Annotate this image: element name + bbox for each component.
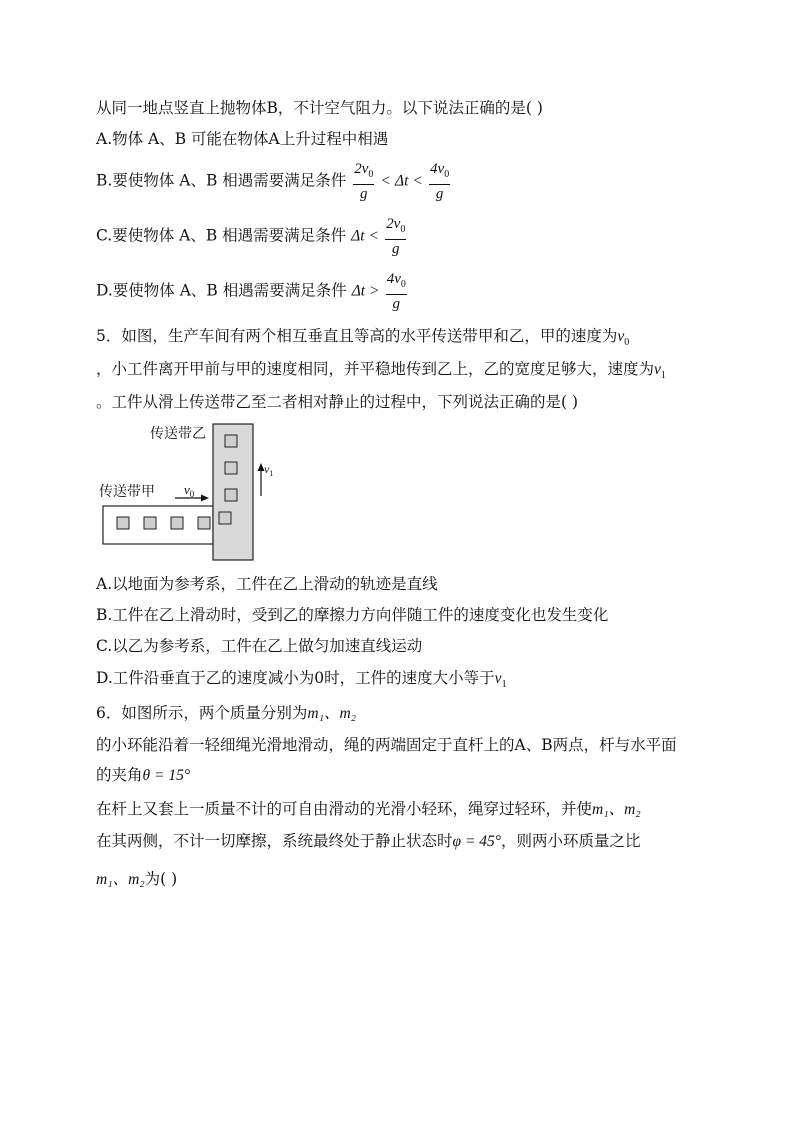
frac-num: 2v bbox=[354, 161, 369, 177]
q4-option-c bbox=[96, 215, 408, 258]
workpiece bbox=[171, 517, 183, 529]
workpiece bbox=[225, 435, 237, 447]
label-v1: $v_1$ bbox=[264, 462, 274, 478]
q5-option-a: A.以地面为参考系，工件在乙上滑动的轨迹是直线 bbox=[96, 575, 438, 593]
q4-option-b bbox=[96, 160, 452, 203]
v0-symbol: v bbox=[617, 328, 625, 345]
v0-arrow-head bbox=[201, 495, 209, 502]
frac-sub: 0 bbox=[400, 224, 406, 235]
q4-option-d-frac bbox=[386, 270, 407, 313]
frac-sub: 0 bbox=[368, 169, 374, 180]
workpiece bbox=[198, 517, 210, 529]
q5-stem-line2 bbox=[96, 358, 666, 387]
q5-option-b: B.工件在乙上滑动时，受到乙的摩擦力方向伴随工件的速度变化也发生变化 bbox=[96, 606, 609, 624]
q4-option-c-text: C.要使物体 A、B 相遇需要满足条件 bbox=[96, 226, 347, 245]
q6-stem-line2: 的小环能沿着一轻细绳光滑地滑动，绳的两端固定于直杆上的A、B两点，杆与水平面 bbox=[96, 736, 677, 754]
q6-stem-line1 bbox=[96, 702, 356, 725]
frac-den: g bbox=[435, 186, 444, 202]
frac-num: 2v bbox=[386, 216, 401, 232]
q6-stem-line6 bbox=[96, 868, 177, 891]
q4-option-d bbox=[96, 270, 409, 313]
m1-m2-symbols: m₁、m₂ bbox=[96, 871, 145, 888]
q6-text: 的夹角 bbox=[96, 766, 143, 784]
q6-text: 为( ) bbox=[144, 870, 178, 888]
delta-t: Δt bbox=[351, 282, 366, 300]
frac-den: g bbox=[392, 296, 401, 312]
q5-stem-line3: 。工件从滑上传送带乙至二者相对静止的过程中，下列说法正确的是( ) bbox=[96, 393, 579, 411]
frac-den: g bbox=[360, 186, 368, 202]
label-belt-yi: 传送带乙 bbox=[150, 426, 206, 442]
frac-num: 4v bbox=[430, 161, 445, 177]
frac-sub: 0 bbox=[444, 169, 450, 180]
less-than: < bbox=[413, 172, 423, 190]
q6-text: 在其两侧，不计一切摩擦，系统最终处于静止状态时 bbox=[96, 832, 453, 850]
theta-value: θ = 15° bbox=[142, 767, 191, 784]
phi-value: φ = 45° bbox=[452, 833, 501, 850]
frac-sub: 0 bbox=[400, 279, 406, 290]
q5-text: ，小工件离开甲前与甲的速度相同，并平稳地传到乙上，乙的宽度足够大，速度为 bbox=[96, 360, 655, 378]
q4-option-d-text: D.要使物体 A、B 相遇需要满足条件 bbox=[96, 281, 347, 300]
workpiece bbox=[219, 512, 231, 524]
q6-text: 在杆上又套上一质量不计的可自由滑动的光滑小轻环，绳穿过轻环，并使 bbox=[96, 800, 593, 818]
q5-option-d bbox=[96, 667, 507, 696]
q4-option-c-frac bbox=[385, 215, 406, 258]
conveyor-belt-figure bbox=[95, 418, 274, 563]
q4-option-a: A.物体 A、B 可能在物体A上升过程中相遇 bbox=[96, 130, 389, 148]
v1-symbol: v bbox=[654, 361, 661, 378]
workpiece bbox=[117, 517, 129, 529]
workpiece bbox=[144, 517, 156, 529]
workpiece bbox=[225, 489, 237, 501]
v1-symbol: v bbox=[494, 670, 502, 687]
label-belt-jia: 传送带甲 bbox=[99, 484, 155, 500]
q4-option-b-text: B.要使物体 A、B 相遇需要满足条件 bbox=[96, 171, 347, 190]
q6-text: 6．如图所示，两个质量分别为 bbox=[96, 704, 308, 722]
frac-den: g bbox=[391, 241, 400, 257]
q4-option-b-frac-left bbox=[353, 160, 374, 203]
q5-text: 5．如图，生产车间有两个相互垂直且等高的水平传送带甲和乙，甲的速度为 bbox=[96, 327, 618, 345]
q6-stem-line4 bbox=[96, 798, 641, 821]
q6-text: ，则两小环质量之比 bbox=[501, 832, 641, 850]
q5-stem-line1 bbox=[96, 325, 629, 354]
label-v0: $v_0$ bbox=[184, 482, 195, 499]
v0-subscript: 0 bbox=[624, 337, 630, 349]
delta-t: Δt bbox=[395, 172, 409, 190]
greater-than: > bbox=[370, 282, 379, 300]
q6-stem-line3 bbox=[96, 764, 190, 787]
delta-t: Δt bbox=[351, 227, 365, 245]
m1-m2-symbols: m₁、m₂ bbox=[592, 801, 641, 818]
q5-option-c: C.以乙为参考系，工件在乙上做匀加速直线运动 bbox=[96, 637, 423, 655]
workpiece bbox=[225, 462, 237, 474]
frac-num: 4v bbox=[386, 271, 401, 287]
v1-subscript: 1 bbox=[501, 679, 507, 691]
less-than: < bbox=[369, 227, 379, 245]
less-than: < bbox=[381, 172, 391, 190]
q4-option-b-frac-right bbox=[429, 160, 450, 203]
q6-stem-line5 bbox=[96, 830, 641, 853]
q5-option-d-text: D.工件沿垂直于乙的速度减小为0时，工件的速度大小等于 bbox=[96, 669, 495, 687]
m1-m2-symbols: m₁、m₂ bbox=[307, 705, 357, 722]
q4-stem: 从同一地点竖直上抛物体B，不计空气阻力。以下说法正确的是( ) bbox=[96, 99, 543, 117]
v1-subscript: 1 bbox=[660, 370, 666, 382]
